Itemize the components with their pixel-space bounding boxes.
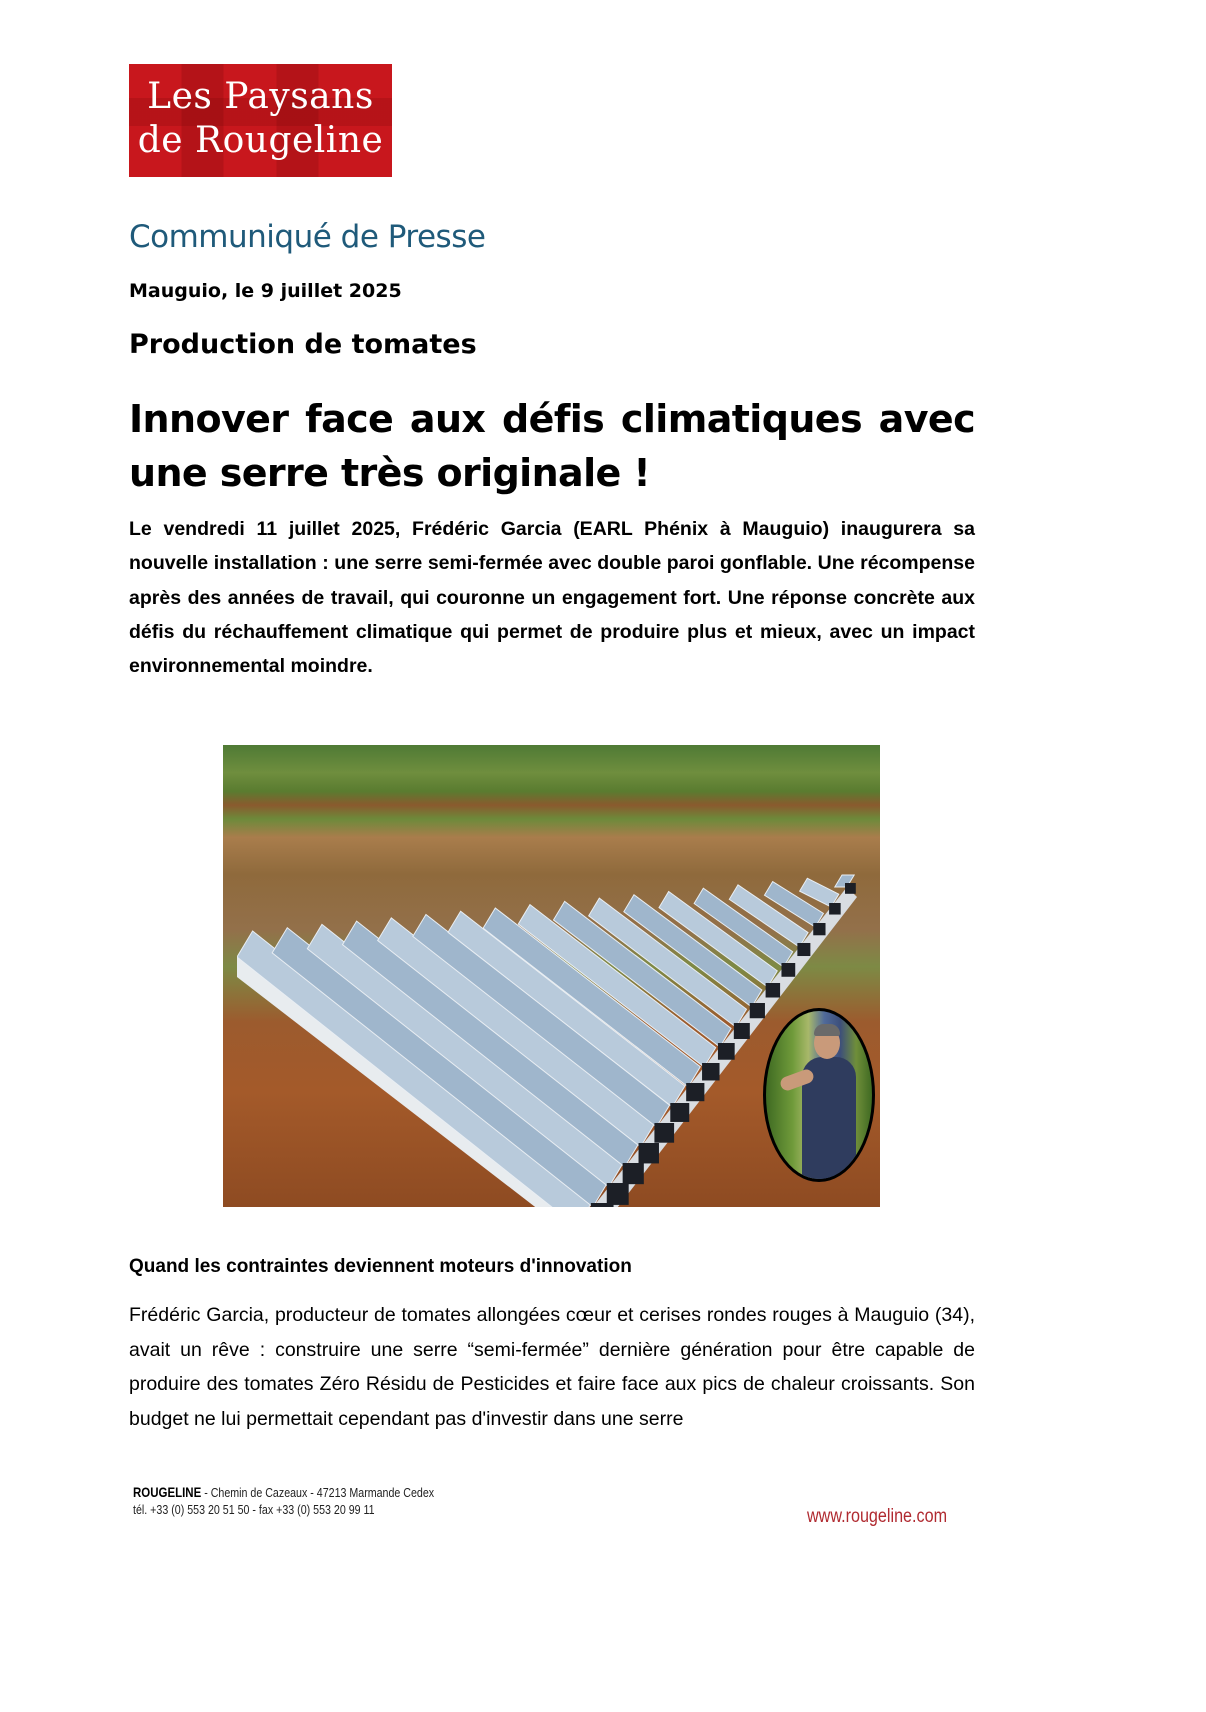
solar-panel <box>734 1023 750 1039</box>
solar-panel <box>623 1163 644 1184</box>
grower-portrait <box>763 1008 875 1182</box>
document-type: Communiqué de Presse <box>129 219 486 255</box>
solar-panel <box>686 1083 704 1101</box>
headline: Innover face aux défis climatiques avec une serre très originale ! <box>129 397 975 495</box>
logo-line-2: de Rougeline <box>137 120 384 161</box>
solar-panel <box>607 1183 629 1205</box>
solar-panel <box>639 1143 659 1163</box>
solar-panel <box>781 963 795 977</box>
logo-line-1: Les Paysans <box>147 76 374 117</box>
solar-panel <box>813 923 825 935</box>
footer-address-line <box>133 1484 434 1501</box>
solar-panel <box>718 1043 735 1060</box>
section-paragraph: Frédéric Garcia, producteur de tomates allongées cœur et cerises rondes rouges à Mauguio (34), avait un rêve : construire une serre “semi-fermée” dernière génération pour être capable de produire des tomates Zéro Résidu de Pesticides et faire face aux pics de chaleur croissants. Son budget ne lui permettait cependant pas d'investir dans une serre <box>129 1304 975 1430</box>
solar-panel <box>766 983 781 998</box>
portrait-hair <box>814 1024 840 1036</box>
footer-phone: tél. +33 (0) 553 20 51 50 - fax +33 (0) 553 20 99 11 <box>133 1502 375 1517</box>
lede-paragraph: Le vendredi 11 juillet 2025, Frédéric Garcia (EARL Phénix à Mauguio) inaugurera sa nouvelle installation : une serre semi-fermée avec double paroi gonflable. Une récompense après des années de travail, qui couronne un engagement fort. Une réponse concrète aux défis du réchauffement climatique qui permet de produire plus et mieux, avec un impact environnemental moindre. <box>129 518 975 678</box>
footer-address <box>133 1484 434 1518</box>
rubric-heading: Production de tomates <box>129 329 477 360</box>
solar-panel <box>654 1123 674 1143</box>
solar-panel <box>750 1003 765 1018</box>
website-link[interactable]: www.rougeline.com <box>807 1506 948 1527</box>
solar-panel <box>845 883 856 894</box>
footer-street: - Chemin de Cazeaux - 47213 Marmande Cedex <box>201 1485 435 1500</box>
solar-panel <box>797 943 810 956</box>
solar-panel <box>702 1063 719 1080</box>
dateline: Mauguio, le 9 juillet 2025 <box>129 280 402 302</box>
footer-brand: ROUGELINE <box>133 1484 202 1500</box>
brand-logo <box>129 64 392 177</box>
greenhouse-photo <box>223 745 880 1207</box>
solar-panel <box>829 903 841 915</box>
section-heading: Quand les contraintes deviennent moteurs d'innovation <box>129 1256 632 1277</box>
solar-panel <box>670 1103 689 1122</box>
